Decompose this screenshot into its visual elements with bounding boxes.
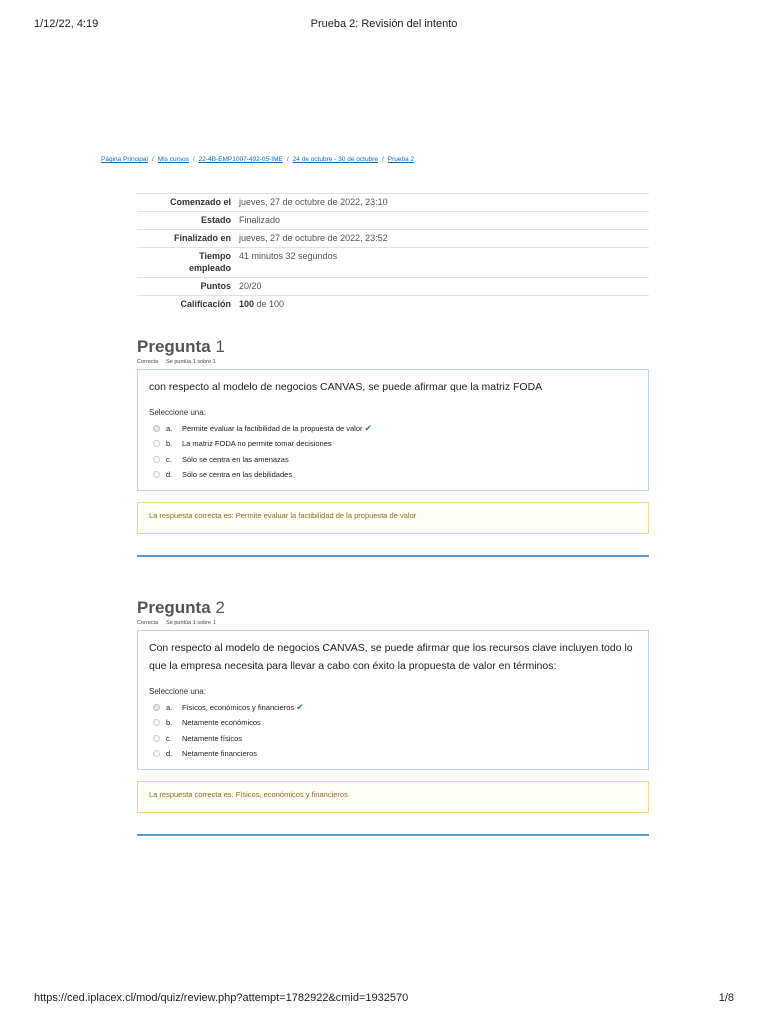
question-meta [137, 359, 649, 367]
breadcrumb-week[interactable]: 24 de octubre - 30 de octubre [292, 156, 378, 163]
answer-option[interactable] [149, 746, 637, 761]
summary-row [137, 212, 649, 230]
summary-key: Comenzado el [137, 194, 235, 212]
question-title [137, 598, 649, 618]
summary-value: Finalizado [235, 212, 649, 230]
summary-row [137, 230, 649, 248]
print-header [34, 18, 734, 32]
question-box [137, 630, 649, 770]
grade-total: de 100 [254, 299, 285, 309]
radio-button[interactable] [153, 456, 160, 463]
question-score: Se puntúa 1 sobre 1 [166, 620, 216, 626]
summary-value: 41 minutos 32 segundos [235, 248, 649, 278]
answer-prompt: Seleccione una: [149, 687, 206, 696]
question-number: 2 [215, 598, 225, 617]
question-title [137, 337, 649, 357]
summary-row [137, 296, 649, 314]
option-text: La matriz FODA no permite tomar decisiones [182, 439, 332, 449]
breadcrumb-course[interactable]: 22-4B-EMP1007-492-05-IME [198, 156, 283, 163]
print-date: 1/12/22, 4:19 [34, 18, 99, 30]
option-letter: a. [166, 703, 173, 713]
breadcrumb-separator: / [192, 156, 195, 163]
option-text: Permite evaluar la factibilidad de la propuesta de valor [182, 424, 363, 434]
radio-button[interactable] [153, 750, 160, 757]
option-letter: b. [166, 718, 173, 728]
breadcrumb-my-courses[interactable]: Mis cursos [157, 156, 189, 163]
breadcrumb-separator: / [286, 156, 289, 163]
question-meta [137, 620, 649, 628]
print-page-number: 1/8 [718, 992, 734, 1004]
summary-value: jueves, 27 de octubre de 2022, 23:10 [235, 194, 649, 212]
option-letter: d. [166, 470, 173, 480]
summary-row [137, 278, 649, 296]
option-letter: b. [166, 439, 173, 449]
print-title: Prueba 2: Revisión del intento [310, 18, 458, 30]
question-2 [137, 598, 649, 836]
answer-option[interactable] [149, 467, 637, 482]
option-text: Netamente financieros [182, 749, 258, 759]
radio-button[interactable] [153, 425, 160, 432]
breadcrumb-quiz[interactable]: Prueba 2 [387, 156, 415, 163]
breadcrumb [101, 156, 414, 163]
question-text: Con respecto al modelo de negocios CANVAS, se puede afirmar que los recursos clave incluyen todo lo que la empresa necesita para llevar a cabo con éxito la propuesta de valor en términos: [149, 642, 633, 672]
grade-value: 100 [239, 299, 255, 309]
radio-button[interactable] [153, 719, 160, 726]
check-icon: ✔ [364, 423, 373, 434]
option-letter: c. [166, 454, 172, 464]
answer-option[interactable] [149, 731, 637, 746]
summary-value: jueves, 27 de octubre de 2022, 23:52 [235, 230, 649, 248]
question-text: con respecto al modelo de negocios CANVAS, se puede afirmar que la matriz FODA [149, 381, 543, 393]
summary-key: Finalizado en [137, 230, 235, 248]
option-text: Netamente económicos [182, 718, 261, 728]
answer-prompt: Seleccione una: [149, 408, 206, 417]
question-status: Correcta [137, 620, 159, 626]
summary-key-text: Tiempo empleado [188, 251, 231, 273]
option-letter: a. [166, 424, 173, 434]
question-1 [137, 337, 649, 557]
breadcrumb-separator: / [151, 156, 154, 163]
summary-value [235, 296, 649, 314]
question-divider [137, 555, 649, 557]
summary-key [137, 248, 235, 278]
option-text: Físicos, económicos y financieros [182, 703, 295, 713]
correct-answer-feedback: La respuesta correcta es: Permite evaluar la factibilidad de la propuesta de valor [137, 502, 649, 534]
option-text: Sólo se centra en las amenazas [182, 454, 289, 464]
print-url: https://ced.iplacex.cl/mod/quiz/review.php?attempt=1782922&cmid=1932570 [34, 992, 409, 1004]
question-score: Se puntúa 1 sobre 1 [166, 359, 216, 365]
question-number: 1 [215, 337, 225, 356]
summary-key: Calificación [137, 296, 235, 314]
option-letter: c. [166, 733, 172, 743]
print-footer [34, 992, 734, 1006]
breadcrumb-separator: / [381, 156, 384, 163]
correct-answer-feedback: La respuesta correcta es: Físicos, económicos y financieros [137, 781, 649, 813]
check-icon: ✔ [296, 702, 304, 713]
question-box [137, 369, 649, 491]
question-title-label: Pregunta [137, 337, 211, 356]
radio-button[interactable] [153, 704, 160, 711]
answer-option[interactable] [149, 452, 637, 467]
option-text: Netamente físicos [182, 733, 243, 743]
summary-row [137, 248, 649, 278]
question-divider [137, 834, 649, 836]
answer-option[interactable] [149, 700, 637, 715]
answer-option[interactable] [149, 436, 637, 451]
summary-value: 20/20 [235, 278, 649, 296]
radio-button[interactable] [153, 471, 160, 478]
summary-key: Puntos [137, 278, 235, 296]
radio-button[interactable] [153, 440, 160, 447]
summary-row [137, 194, 649, 212]
option-text: Sólo se centra en las debilidades [182, 470, 293, 480]
question-status: Correcta [137, 359, 159, 365]
summary-key: Estado [137, 212, 235, 230]
answer-option[interactable] [149, 421, 637, 436]
question-title-label: Pregunta [137, 598, 211, 617]
radio-button[interactable] [153, 735, 160, 742]
answer-option[interactable] [149, 715, 637, 730]
attempt-summary-table [137, 193, 649, 313]
breadcrumb-home[interactable]: Página Principal [101, 156, 148, 163]
option-letter: d. [166, 749, 173, 759]
